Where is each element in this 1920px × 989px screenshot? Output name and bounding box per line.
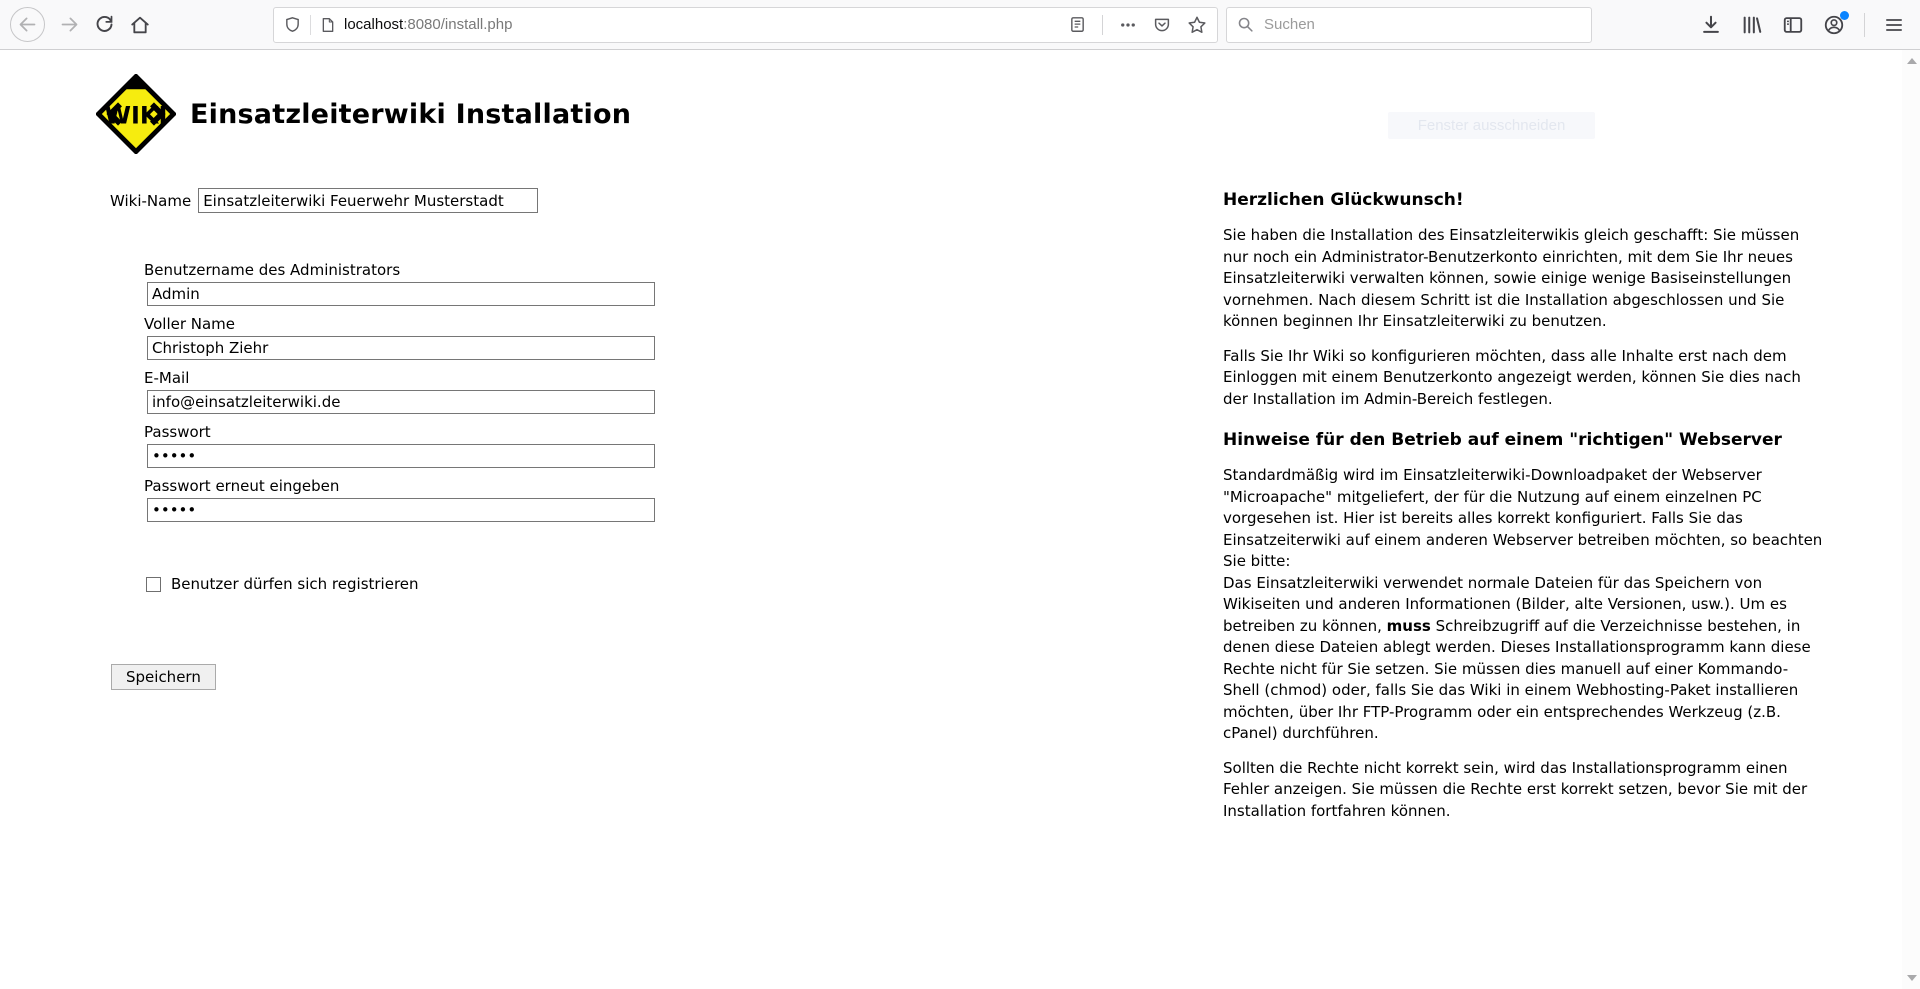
password-input[interactable] [147, 444, 655, 468]
search-icon [1237, 16, 1254, 33]
home-icon [129, 14, 151, 36]
username-input[interactable] [147, 282, 655, 306]
library-icon[interactable] [1741, 14, 1763, 36]
form-field-password [144, 423, 659, 468]
fullname-label: Voller Name [144, 315, 236, 333]
email-label: E-Mail [144, 369, 190, 387]
tracking-protection-shield-icon[interactable] [284, 15, 301, 34]
form-field-username [144, 261, 659, 306]
toolbar-right-icons [1700, 13, 1910, 37]
wiki-logo [96, 74, 176, 154]
account-notification-dot [1840, 11, 1849, 20]
info-paragraph-2: Falls Sie Ihr Wiki so konfigurieren möchten, dass alle Inhalte erst nach dem Einloggen mit einem Benutzerkonto angezeigt werden, können Sie dies nach der Installation im Admin-Bereich festlegen. [1223, 346, 1801, 408]
password-repeat-label: Passwort erneut eingeben [144, 477, 340, 495]
register-checkbox[interactable] [146, 577, 161, 592]
search-bar[interactable] [1226, 7, 1592, 43]
scroll-down-arrow-icon[interactable] [1907, 975, 1917, 981]
page-header [96, 74, 631, 154]
wiki-name-input[interactable] [198, 188, 538, 213]
register-checkbox-label: Benutzer dürfen sich registrieren [171, 575, 419, 593]
downloads-icon[interactable] [1700, 14, 1722, 36]
page-identity-icon[interactable] [320, 16, 336, 34]
url-host: localhost [344, 16, 404, 33]
bookmark-star-icon[interactable] [1187, 15, 1207, 35]
info-paragraph-3-line1: Standardmäßig wird im Einsatzleiterwiki-Downloadpaket der Webserver "Microapache" mitgeliefert, der für die Nutzung auf einem einzelnen PC vorgesehen ist. Hier ist bereits alles korrekt konfiguriert. Falls Sie das Einsatzeiterwiki auf einem anderen Webserver betreiben möchten, so beachten Sie bitte: [1223, 466, 1823, 570]
register-checkbox-row [146, 575, 419, 593]
actions-separator [1102, 15, 1103, 35]
sidebar-toggle-icon[interactable] [1782, 14, 1804, 36]
urlbar-separator [310, 15, 311, 35]
page-content [0, 50, 1902, 989]
snip-tool-label: Fenster ausschneiden [1417, 117, 1566, 134]
scroll-up-arrow-icon[interactable] [1907, 58, 1917, 64]
reload-button[interactable] [94, 14, 115, 35]
url-text[interactable] [344, 16, 1061, 33]
home-button[interactable] [129, 14, 151, 36]
wiki-name-row [110, 188, 538, 213]
info-paragraph-1: Sie haben die Installation des Einsatzleiterwikis gleich geschafft: Sie müssen nur noch ein Administrator-Benutzerkonto einrichten, mit dem Sie Ihr neues Einsatzleiterwiki verwalten können, sowie einige wenige Basiseinstellungen vornehmen. Nach diesem Schritt ist die Installation abgeschlossen und Sie können beginnen Ihr Einsatzleiterwiki zu benutzen. [1223, 226, 1800, 330]
info-paragraph-4: Sollten die Rechte nicht korrekt sein, wird das Installationsprogramm einen Fehler anzeigen. Sie müssen die Rechte erst korrekt setzen, bevor Sie mit der Installation fortfahren können. [1223, 758, 1808, 820]
url-bar[interactable] [273, 7, 1218, 43]
toolbar-separator [1864, 13, 1865, 37]
vertical-scrollbar[interactable] [1902, 50, 1920, 989]
forward-button[interactable] [59, 14, 80, 35]
save-button[interactable]: Speichern [111, 664, 216, 690]
nav-button-group [10, 7, 151, 42]
reload-icon [94, 14, 115, 35]
form-field-password-repeat [144, 477, 659, 522]
menu-hamburger-icon[interactable] [1884, 15, 1904, 35]
fullname-input[interactable] [147, 336, 655, 360]
username-label: Benutzername des Administrators [144, 261, 401, 279]
form-field-email [144, 369, 659, 414]
password-repeat-input[interactable] [147, 498, 655, 522]
admin-account-form [144, 261, 659, 531]
account-button[interactable] [1823, 14, 1845, 36]
form-field-fullname [144, 315, 659, 360]
url-path: :8080/install.php [403, 16, 513, 33]
info-paragraph-3 [1223, 465, 1824, 745]
info-paragraph-3-line2-post: Schreibzugriff auf die Verzeichnisse bestehen, in denen diese Dateien ablegt werden. Dieses Installationsprogramm kann diese Rechte nicht für Sie setzen. Sie müssen dies manuell auf einer Kommando-Shell (chmod) oder, falls Sie das Wiki in einem Webhosting-Paket installieren möchten, über Ihr FTP-Programm oder ein entsprechendes Werkzeug (z.B. cPanel) durchführen. [1223, 616, 1811, 742]
wiki-name-label: Wiki-Name [110, 191, 192, 210]
forward-arrow-icon [59, 14, 80, 35]
page-title: Einsatzleiterwiki Installation [190, 98, 632, 130]
info-paragraph-3-line2-pre: Das Einsatzleiterwiki verwendet normale Dateien für das Speichern von Wikiseiten und anderen Informationen (Bilder, alte Versionen, usw.). Um es betreiben zu können, [1223, 573, 1787, 635]
search-placeholder: Suchen [1264, 16, 1315, 33]
back-arrow-icon [17, 14, 38, 35]
info-heading-congrats: Herzlichen Glückwunsch! [1223, 190, 1464, 210]
info-panel [1223, 189, 1824, 835]
password-label: Passwort [144, 423, 211, 441]
browser-toolbar [0, 0, 1920, 50]
page-actions-icon[interactable] [1119, 16, 1137, 34]
back-button[interactable] [10, 7, 45, 42]
info-heading-webserver: Hinweise für den Betrieb auf einem "richtigen" Webserver [1223, 430, 1782, 450]
pocket-icon[interactable] [1153, 16, 1171, 34]
email-input[interactable] [147, 390, 655, 414]
info-paragraph-3-bold: muss [1386, 616, 1431, 635]
urlbar-actions [1069, 15, 1207, 35]
svg-text:WIKI: WIKI [104, 101, 168, 130]
snip-tool-overlay [1388, 112, 1595, 139]
reader-mode-icon[interactable] [1069, 15, 1086, 34]
